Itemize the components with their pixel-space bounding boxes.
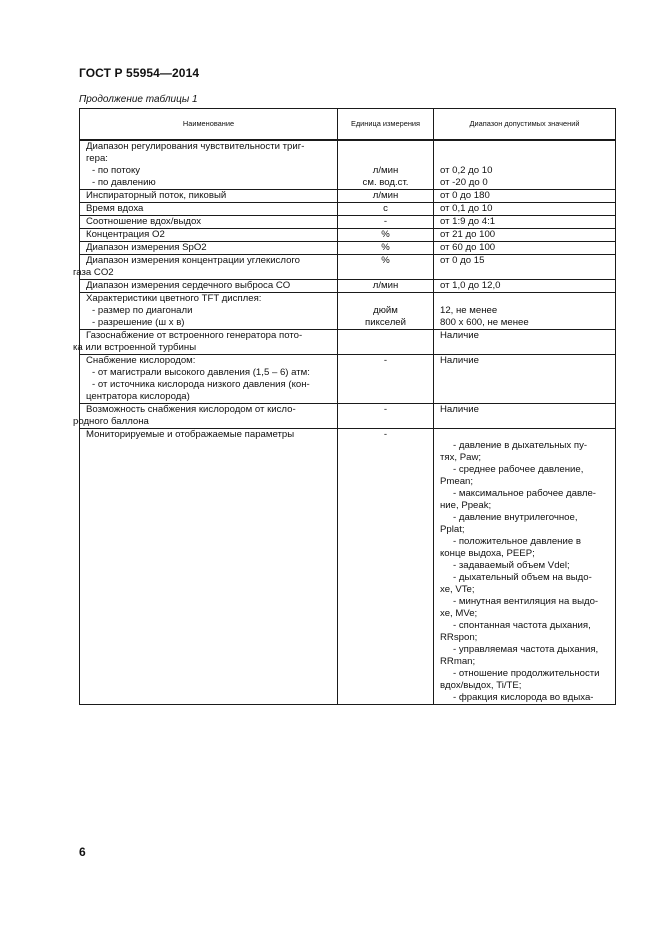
name-subitem: - по потоку [92,165,141,176]
row-unit: - [338,429,434,705]
table-row [80,280,616,293]
table-row [80,229,616,242]
row-unit [338,293,434,330]
row-name [73,255,338,280]
parameter-line: Pplat; [440,524,465,535]
parameter-line: RRspon; [440,632,478,643]
page-number: 6 [79,845,86,859]
specification-table [73,108,616,705]
name-line: Диапазон регулирования чувствительности триг- [86,141,305,152]
unit-line: дюйм [373,305,398,316]
name-subitem: - по давлению [92,177,156,188]
row-value: от 0,1 до 10 [434,203,616,216]
name-subitem: - от магистрали высокого давления (1,5 – 6) атм: [92,367,310,378]
parameter-line: - давление в дыхательных пу- [453,440,588,451]
parameter-line: тях, Paw; [440,452,482,463]
row-name: Диапазон измерения сердечного выброса CO [80,280,338,293]
value-line: 12, не менее [440,305,498,316]
row-name: Соотношение вдох/выдох [80,216,338,229]
row-unit: % [338,229,434,242]
name-line: Газоснабжение от встроенного генератора пото- [86,330,303,341]
name-line: ка или встроенной турбины [73,342,197,353]
parameter-line: хе, MVe; [440,608,478,619]
name-line: Снабжение кислородом: [86,355,196,366]
unit-line: л/мин [372,165,399,176]
parameter-line: - спонтанная частота дыхания, [453,620,591,631]
table-row [80,203,616,216]
parameter-line: - фракция кислорода во вдыха- [453,692,594,703]
parameter-line: - максимальное рабочее давле- [453,488,596,499]
parameter-line: - дыхательный объем на выдо- [453,572,592,583]
row-name [73,404,338,429]
parameter-line: - минутная вентиляция на выдо- [453,596,599,607]
document-code: ГОСТ Р 55954—2014 [79,66,200,80]
row-unit: л/мин [338,280,434,293]
row-value: от 0 до 15 [434,255,616,280]
row-value: Наличие [434,404,616,429]
parameter-line: ние, Ppeak; [440,500,492,511]
name-subitem: - от источника кислорода низкого давления (кон- [92,379,310,390]
parameter-line: хе, VTe; [440,584,475,595]
row-value: от 60 до 100 [434,242,616,255]
row-name [80,140,338,190]
row-value: от 0 до 180 [434,190,616,203]
name-line: Диапазон измерения концентрации углекислого [86,255,301,266]
row-unit: - [338,216,434,229]
row-value: от 1,0 до 12,0 [434,280,616,293]
column-header-name: Наименование [80,109,338,141]
row-name [73,330,338,355]
row-unit: - [338,355,434,404]
name-line: Возможность снабжения кислородом от кисло- [86,404,296,415]
row-value [434,429,616,705]
row-unit: - [338,404,434,429]
parameter-line: - управляемая частота дыхания, [453,644,599,655]
table-row [80,190,616,203]
parameter-line: - давление внутрилегочное, [453,512,578,523]
value-line: 800 х 600, не менее [440,317,529,328]
row-value: Наличие [434,330,616,355]
parameter-line: - отношение продолжительности [453,668,600,679]
table-row [80,216,616,229]
value-line: от 0,2 до 10 [440,165,493,176]
name-subitem: - разрешение (ш х в) [92,317,185,328]
row-name: Инспираторный поток, пиковый [80,190,338,203]
row-unit: с [338,203,434,216]
table-caption: Продолжение таблицы 1 [79,94,198,105]
parameter-line: Pmean; [440,476,474,487]
value-line: от -20 до 0 [440,177,488,188]
column-header-unit: Единица измерения [338,109,434,141]
row-name: Диапазон измерения SpO2 [80,242,338,255]
parameter-line: RRman; [440,656,476,667]
row-value [434,293,616,330]
table-row [80,255,616,280]
parameter-line: - положительное давление в [453,536,581,547]
row-unit: л/мин [338,190,434,203]
table-row [80,355,616,404]
name-subitem: - размер по диагонали [92,305,193,316]
row-name: Время вдоха [80,203,338,216]
row-unit: % [338,242,434,255]
row-value: от 1:9 до 4:1 [434,216,616,229]
name-line: гера: [86,153,108,164]
row-name [80,293,338,330]
row-value: Наличие [434,355,616,404]
unit-line: см. вод.ст. [362,177,409,188]
table-row [80,242,616,255]
unit-line: пикселей [365,317,406,328]
name-line: Характеристики цветного TFT дисплея: [86,293,262,304]
name-line: родного баллона [73,416,149,427]
parameter-line: - среднее рабочее давление, [453,464,584,475]
table-row [80,140,616,190]
row-value: от 21 до 100 [434,229,616,242]
row-unit: % [338,255,434,280]
table-row [80,330,616,355]
parameter-line: - задаваемый объем Vdel; [453,560,570,571]
row-name [80,355,338,404]
row-name: Концентрация О2 [80,229,338,242]
parameter-line: вдох/выдох, Ti/TE; [440,680,522,691]
table-header-row [80,109,616,141]
row-value [434,140,616,190]
row-unit [338,330,434,355]
table-row [80,293,616,330]
row-name: Мониторируемые и отображаемые параметры [80,429,338,705]
parameter-line: конце выдоха, PEEP; [440,548,535,559]
row-unit [338,140,434,190]
table-row [80,404,616,429]
table-row [80,429,616,705]
column-header-range: Диапазон допустимых значений [434,109,616,141]
name-line: газа CO2 [73,267,114,278]
name-subitem: центратора кислорода) [86,391,190,402]
